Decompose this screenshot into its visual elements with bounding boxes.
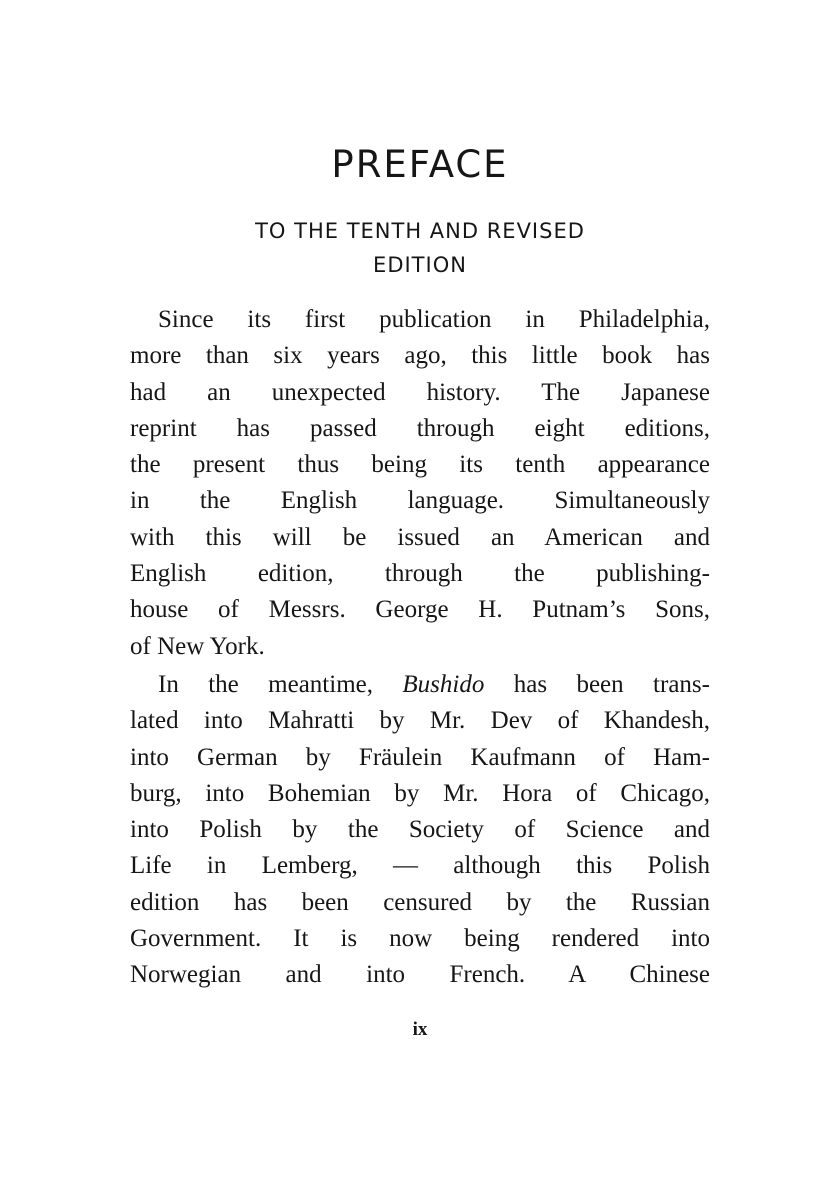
subtitle-line: EDITION <box>373 253 467 277</box>
text-line: Government. It is now being rendered into <box>130 925 710 953</box>
page-number: ix <box>412 1019 428 1040</box>
text-line: burg, into Bohemian by Mr. Hora of Chicago, <box>130 779 710 807</box>
text-line: of New York. <box>130 632 265 660</box>
page-subtitle <box>0 214 840 282</box>
text-run: has been trans- <box>484 671 710 698</box>
text-line: edition has been censured by the Russian <box>130 888 710 916</box>
text-line: Since its first publication in Philadelphia, <box>158 306 710 333</box>
text-line: lated into Mahratti by Mr. Dev of Khandesh, <box>130 707 710 735</box>
text-line: the present thus being its tenth appearance <box>130 451 710 479</box>
text-run: In the meantime, <box>158 671 403 698</box>
text-line: in the English language. Simultaneously <box>130 487 710 515</box>
text-line <box>130 667 710 703</box>
text-line: had an unexpected history. The Japanese <box>130 378 710 406</box>
text-line: more than six years ago, this little book has <box>130 342 710 370</box>
text-line: reprint has passed through eight editions, <box>130 414 710 442</box>
book-title-italic: Bushido <box>402 671 485 698</box>
text-line: into German by Fräulein Kaufmann of Ham- <box>130 743 710 771</box>
text-line: English edition, through the publishing- <box>130 560 710 588</box>
page-title: PREFACE <box>331 143 509 186</box>
text-line: Norwegian and into French. A Chinese <box>130 961 710 989</box>
text-line: house of Messrs. George H. Putnam’s Sons, <box>130 596 710 624</box>
text-line: with this will be issued an American and <box>130 523 710 551</box>
paragraph-2 <box>130 667 710 994</box>
subtitle-line: TO THE TENTH AND REVISED <box>255 219 585 243</box>
text-line: Life in Lemberg, — although this Polish <box>130 852 710 880</box>
text-line: into Polish by the Society of Science and <box>130 816 710 844</box>
paragraph-1 <box>130 302 710 665</box>
